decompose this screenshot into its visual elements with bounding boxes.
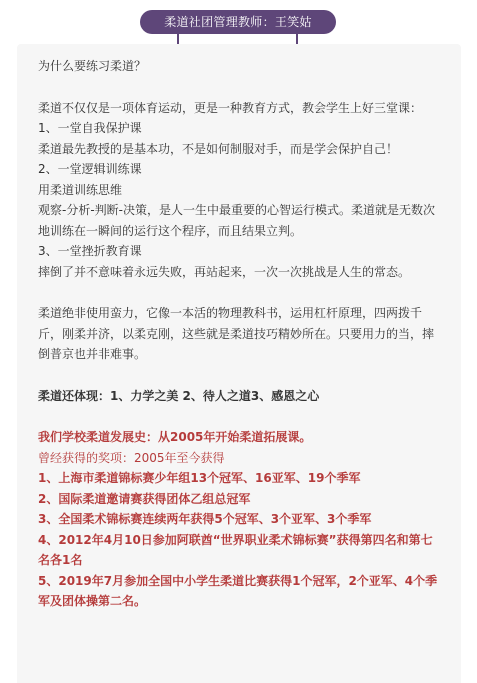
awards-intro: 曾经获得的奖项：2005年至今获得 bbox=[38, 450, 225, 465]
spacer bbox=[38, 365, 444, 386]
section-header bbox=[0, 0, 477, 44]
embody-text: 柔道还体现：1、力学之美 2、待人之道3、感恩之心 bbox=[38, 388, 320, 403]
intro-question: 为什么要练习柔道？ bbox=[38, 59, 147, 73]
lesson-1-text: 柔道最先教授的是基本功，不是如何制服对手，而是学会保护自己！ bbox=[38, 141, 399, 156]
lesson-2-title: 2、一堂逻辑训练课 bbox=[38, 162, 142, 176]
header-stem-right bbox=[296, 34, 298, 44]
award-item-3: 3、全国柔术锦标赛连续两年获得5个冠军、3个亚军、3个季军 bbox=[38, 512, 372, 526]
header-title: 柔道社团管理教师：王笑姑 bbox=[140, 10, 336, 34]
header-stem-left bbox=[177, 34, 179, 44]
award-item-1: 1、上海市柔道锦标赛少年组13个冠军、16亚军、19个季军 bbox=[38, 471, 361, 485]
history-title: 我们学校柔道发展史：从2005年开始柔道拓展课。 bbox=[38, 430, 312, 444]
lesson-1-title: 1、一堂自我保护课 bbox=[38, 121, 142, 135]
principle-text: 柔道绝非使用蛮力，它像一本活的物理教科书，运用杠杆原理，四两拨千斤，刚柔并济，以柔克刚，这些就是柔道技巧精妙所在。只要用力的当，摔倒普京也并非难事。 bbox=[38, 306, 435, 361]
spacer bbox=[38, 282, 444, 303]
spacer bbox=[38, 406, 444, 427]
award-item-4: 4、2012年4月10日参加阿联酋“世界职业柔术锦标赛”获得第四名和第七名各1名 bbox=[38, 532, 433, 567]
lesson-3-title: 3、一堂挫折教育课 bbox=[38, 244, 142, 258]
award-item-5: 5、2019年7月参加全国中小学生柔道比赛获得1个冠军，2个亚军、4个季军及团体操第二名。 bbox=[38, 573, 438, 608]
article-body bbox=[38, 56, 444, 612]
spacer bbox=[38, 77, 444, 98]
lesson-2-text-b: 观察-分析-判断-决策，是人一生中最重要的心智运行模式。柔道就是无数次地训练在一瞬间的运行这个程序，而且结果立判。 bbox=[38, 203, 435, 238]
award-item-2: 2、国际柔道邀请赛获得团体乙组总冠军 bbox=[38, 491, 251, 506]
lesson-2-text-a: 用柔道训练思维 bbox=[38, 182, 123, 197]
intro-lead: 柔道不仅仅是一项体育运动，更是一种教育方式，教会学生上好三堂课： bbox=[38, 100, 423, 115]
lesson-3-text: 摔倒了并不意味着永远失败，再站起来，一次一次挑战是人生的常态。 bbox=[38, 264, 411, 279]
